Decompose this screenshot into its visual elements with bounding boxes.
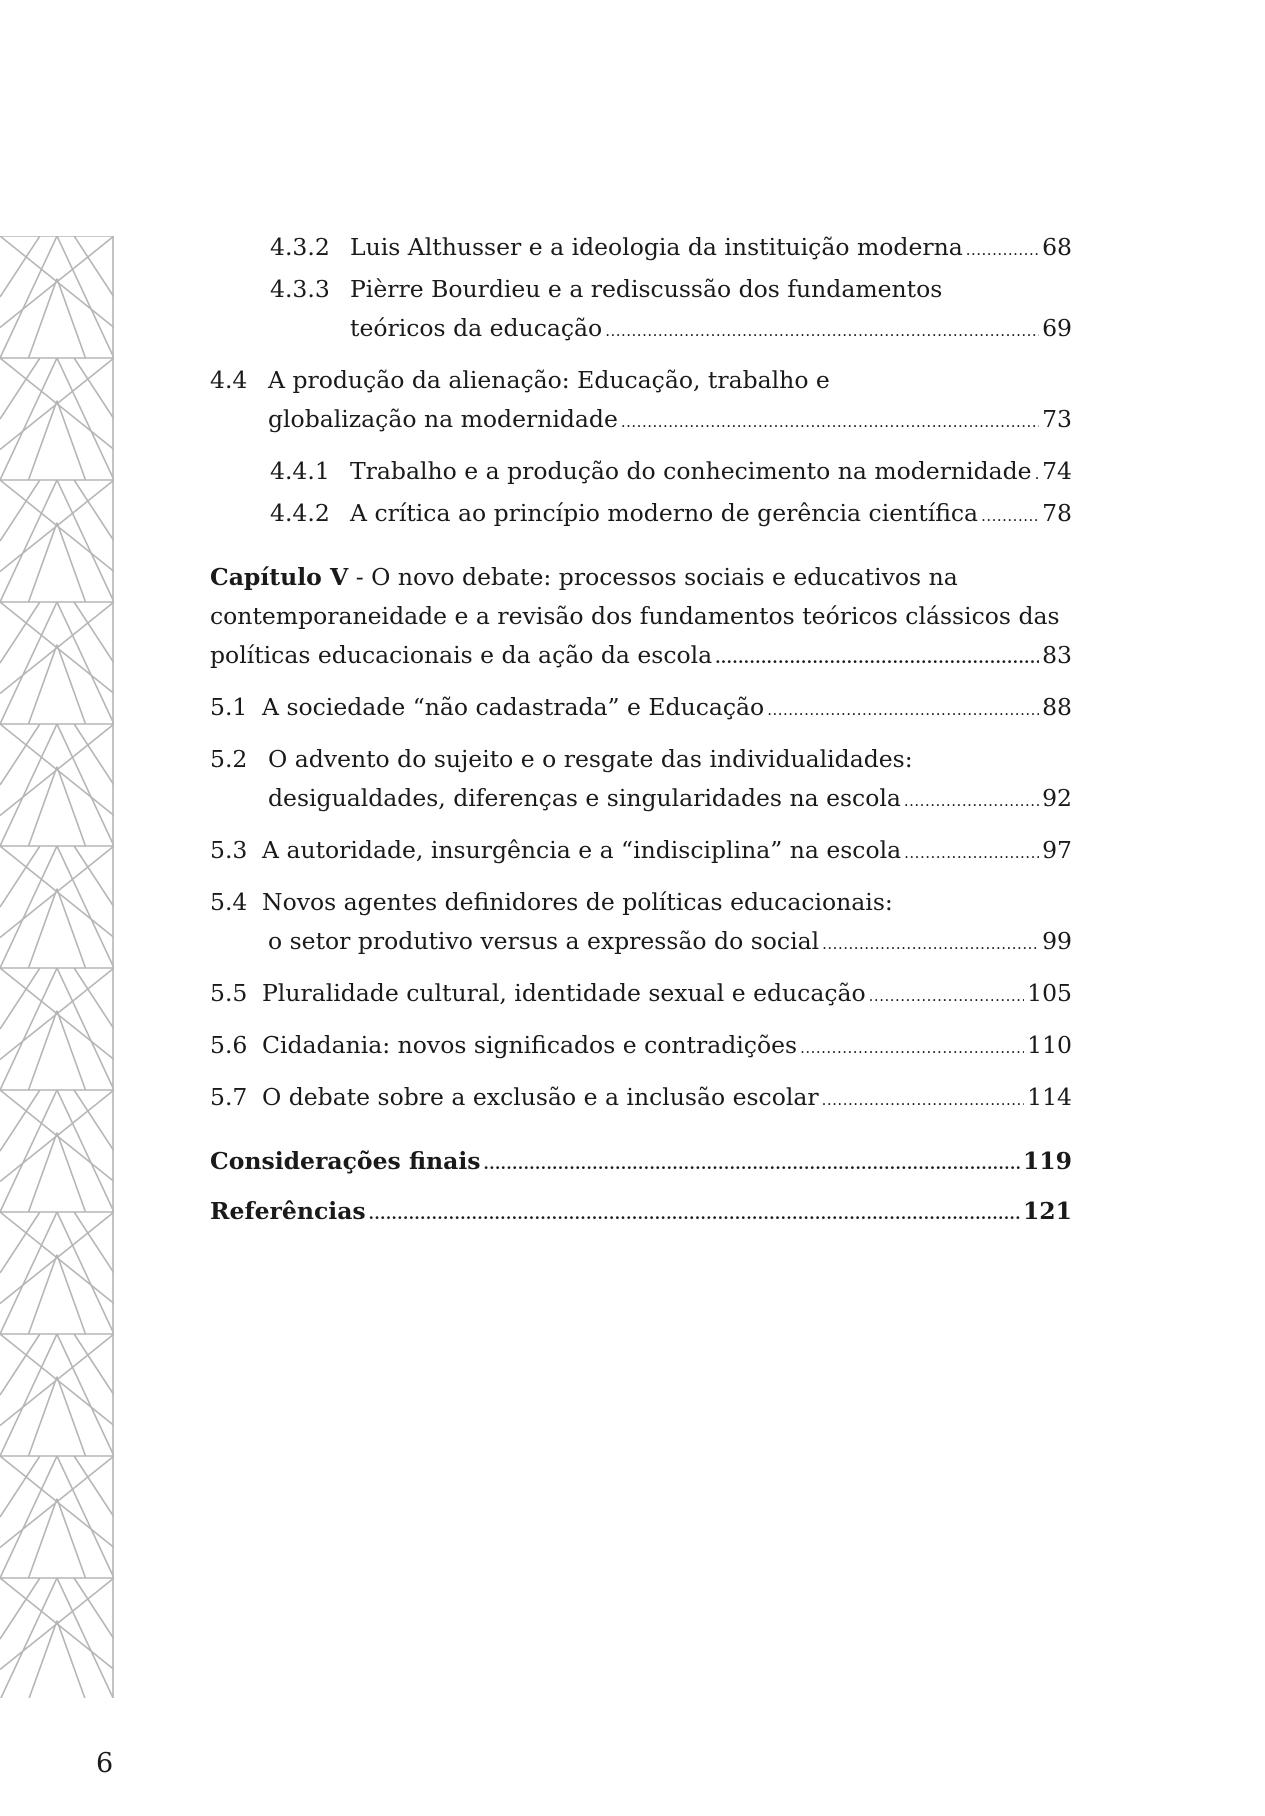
toc-title-line2: desigualdades, diferenças e singularidades na escola: [268, 784, 901, 812]
toc-title: O debate sobre a exclusão e a inclusão escolar: [262, 1083, 819, 1111]
dot-leader: [767, 688, 1039, 730]
toc-number: 4.4: [210, 366, 248, 394]
toc-page: 92: [1042, 784, 1072, 812]
dot-leader: [484, 1142, 1020, 1184]
pattern-lines: [0, 236, 114, 1698]
toc-entry-4-4[interactable]: [210, 361, 1072, 442]
toc-number: 5.5: [210, 979, 248, 1007]
toc-page: 114: [1027, 1083, 1072, 1111]
toc-page: 83: [1042, 641, 1072, 669]
toc-title: A autoridade, insurgência e a “indisciplina” na escola: [262, 836, 902, 864]
chapter-title-line1: - O novo debate: processos sociais e educativos na: [348, 563, 958, 591]
toc-page: 97: [1042, 836, 1072, 864]
toc-number: 5.4: [210, 888, 248, 916]
dot-leader: [981, 494, 1039, 536]
toc-title-line1: A produção da alienação: Educação, trabalho e: [268, 366, 830, 394]
toc-entry-4-4-2[interactable]: [270, 494, 1072, 536]
dot-leader: [904, 779, 1039, 821]
toc-page: 68: [1042, 233, 1072, 261]
chapter-title-line2: contemporaneidade e a revisão dos fundamentos teóricos clássicos das: [210, 602, 1060, 630]
toc-page: 121: [1022, 1197, 1072, 1225]
toc-entry-4-3-2[interactable]: [270, 228, 1072, 270]
table-of-contents: [210, 228, 1072, 1234]
toc-title-line2: globalização na modernidade: [268, 405, 618, 433]
toc-entry-5-4[interactable]: [210, 883, 1072, 964]
toc-number: 4.4.2: [270, 499, 330, 527]
dot-leader: [904, 831, 1039, 873]
dot-leader: [966, 228, 1039, 270]
toc-number: 5.1: [210, 693, 248, 721]
toc-entry-5-2[interactable]: [210, 740, 1072, 821]
toc-page: 119: [1022, 1147, 1072, 1175]
dot-leader: [1035, 452, 1040, 494]
toc-title: A sociedade “não cadastrada” e Educação: [262, 693, 765, 721]
page-number: 6: [96, 1748, 114, 1779]
toc-number: 4.3.3: [270, 275, 330, 303]
dot-leader: [605, 309, 1039, 351]
toc-title: Luis Althusser e a ideologia da instituição moderna: [350, 233, 963, 261]
toc-title: Considerações finais: [210, 1147, 481, 1175]
dot-leader: [369, 1192, 1020, 1234]
toc-number: 5.3: [210, 836, 248, 864]
toc-chapter-5[interactable]: [210, 558, 1072, 678]
toc-title: Cidadania: novos significados e contradições: [262, 1031, 798, 1059]
toc-page: 88: [1042, 693, 1072, 721]
toc-page: 99: [1042, 927, 1072, 955]
toc-page: 73: [1042, 405, 1072, 433]
toc-title-line1: Pièrre Bourdieu e a rediscussão dos fundamentos: [350, 275, 943, 303]
toc-title: A crítica ao princípio moderno de gerência científica: [350, 499, 979, 527]
toc-title-line2: o setor produtivo versus a expressão do social: [268, 927, 820, 955]
dot-leader: [869, 974, 1024, 1016]
toc-entry-4-4-1[interactable]: [270, 452, 1072, 494]
chapter-label: Capítulo V: [210, 563, 349, 591]
toc-entry-5-3[interactable]: [210, 831, 1072, 873]
toc-title-line1: Novos agentes definidores de políticas educacionais:: [262, 888, 893, 916]
toc-title: Pluralidade cultural, identidade sexual e educação: [262, 979, 866, 1007]
toc-entry-4-3-3[interactable]: [270, 270, 1072, 351]
toc-entry-5-1[interactable]: [210, 688, 1072, 730]
toc-title: Referências: [210, 1197, 366, 1225]
dot-leader: [800, 1026, 1024, 1068]
toc-page: 74: [1042, 457, 1072, 485]
toc-number: 4.3.2: [270, 233, 330, 261]
toc-entry-5-5[interactable]: [210, 974, 1072, 1016]
toc-number: 5.6: [210, 1031, 248, 1059]
toc-entry-final-considerations[interactable]: [210, 1142, 1072, 1184]
toc-number: 4.4.1: [270, 457, 330, 485]
dot-leader: [822, 1078, 1025, 1120]
toc-page: 78: [1042, 499, 1072, 527]
toc-number: 5.2: [210, 745, 248, 773]
geometric-pattern-decoration: [0, 236, 114, 1698]
toc-title: Trabalho e a produção do conhecimento na modernidade: [350, 457, 1032, 485]
toc-page: 69: [1042, 314, 1072, 342]
dot-leader: [715, 636, 1039, 678]
toc-page: 105: [1027, 979, 1072, 1007]
toc-page: 110: [1027, 1031, 1072, 1059]
toc-title-line2: teóricos da educação: [350, 314, 603, 342]
chapter-title-line3: políticas educacionais e da ação da escola: [210, 641, 713, 669]
toc-title-line1: O advento do sujeito e o resgate das individualidades:: [268, 745, 913, 773]
toc-entry-5-7[interactable]: [210, 1078, 1072, 1120]
toc-number: 5.7: [210, 1083, 248, 1111]
toc-entry-references[interactable]: [210, 1192, 1072, 1234]
toc-entry-5-6[interactable]: [210, 1026, 1072, 1068]
dot-leader: [822, 922, 1039, 964]
dot-leader: [621, 400, 1039, 442]
